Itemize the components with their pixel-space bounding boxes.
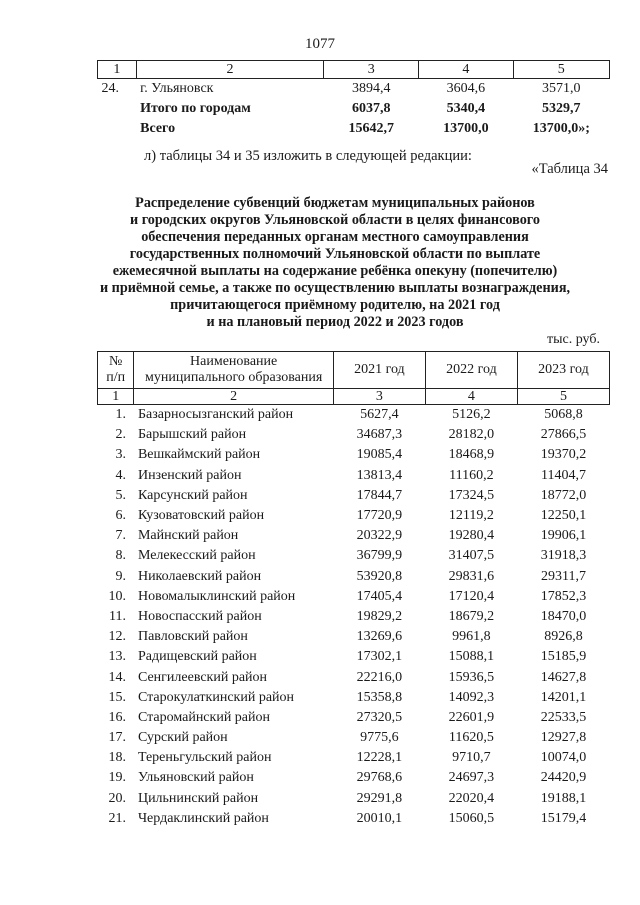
cell-name: Старомайнский район [137,709,271,725]
cell-v2021: 13269,6 [356,629,403,645]
cell-name: Вешкаймский район [137,447,261,463]
cell-v2021: 17405,4 [356,588,403,604]
cell-v2023: 31918,3 [540,548,587,564]
cell-v2021: 19085,4 [356,447,403,463]
cell-v2023: 12927,8 [540,730,587,746]
cell-name: Старокулаткинский район [137,689,295,705]
cell-v2021: 29768,6 [356,770,403,786]
cell-v2021: 5627,4 [360,407,399,423]
cell-v2021: 29291,8 [356,790,403,806]
cell-v2022: 11160,2 [449,467,494,483]
cell-num: 21. [108,810,126,826]
column-index: 3 [324,61,419,79]
cell-v2022: 29831,6 [448,568,495,584]
cell-num: 17. [108,730,126,746]
column-index: 4 [425,389,517,405]
cell-num: 7. [115,528,126,544]
cell-v2022: 17324,5 [448,487,495,503]
cell-v2023: 5068,8 [544,407,583,423]
continued-table [97,60,610,139]
cell-v2021: 53920,8 [356,568,403,584]
cell-v2022: 28182,0 [448,427,495,443]
table-row [98,789,610,809]
cell-v2021: 36799,9 [356,548,403,564]
header-name-line2: муниципального образования [145,370,323,385]
cell-v2022: 22020,4 [448,790,495,806]
cell-v2022: 22601,9 [448,709,495,725]
cell-v2023: 14201,1 [540,689,587,705]
header-num-line1: № [109,354,123,369]
cell-v2021: 22216,0 [356,669,403,685]
cell-name: Сурский район [137,730,228,746]
table-row [98,627,610,647]
cell-v3: 3571,0 [542,81,581,96]
cell-v2023: 8926,8 [544,629,583,645]
cell-v2021: 12228,1 [356,750,403,766]
cell-num: 16. [108,709,126,725]
amendment-note: л) таблицы 34 и 35 изложить в следующей редакции: [144,148,472,164]
cell-name: Цильнинский район [137,790,259,806]
cell-num: 10. [108,588,126,604]
cell-num: 15. [108,689,126,705]
cell-name: Николаевский район [137,568,262,584]
cell-v2022: 17120,4 [448,588,495,604]
caption-line: ежемесячной выплаты на содержание ребёнка опекуну (попечителю) [112,263,558,279]
cell-v2023: 19906,1 [540,528,587,544]
cell-name: Радищевский район [137,649,257,665]
cell-num [98,99,137,119]
table-row [98,768,610,788]
cell-num: 14. [108,669,126,685]
cell-v2022: 9961,8 [452,629,491,645]
table-label: «Таблица 34 [531,161,608,177]
table-row [98,486,610,506]
table-row [98,587,610,607]
cell-v2023: 27866,5 [540,427,587,443]
caption-line: государственных полномочий Ульяновской области по выплате [129,246,541,262]
cell-name: Майнский район [137,528,239,544]
cell-v2021: 17302,1 [356,649,403,665]
cell-v2021: 9775,6 [360,730,399,746]
cell-v2022: 9710,7 [452,750,491,766]
cell-num: 18. [108,750,126,766]
cell-v2023: 14627,8 [540,669,587,685]
cell-v2022: 15060,5 [448,810,495,826]
column-index: 1 [98,61,137,79]
table-row [98,526,610,546]
cell-name: Инзенский район [137,467,242,483]
caption-line: причитающегося приёмному родителю, на 2021 год [170,297,500,313]
header-name-line1: Наименование [190,354,278,369]
cell-v2022: 24697,3 [448,770,495,786]
table-row [98,567,610,587]
cell-v3: 13700,0»; [532,121,590,136]
cell-num: 6. [115,508,126,524]
cell-v2: 5340,4 [446,101,486,116]
caption-line: обеспечения переданных органам местного самоуправления [141,229,529,245]
cell-num: 4. [115,467,126,483]
table-row [98,647,610,667]
cell-v2022: 18679,2 [448,608,495,624]
cell-v2: 3604,6 [446,81,486,96]
cell-v1: 6037,8 [351,101,391,116]
cell-name: Барышский район [137,427,247,443]
cell-v2021: 20010,1 [356,810,403,826]
table-row [98,79,610,100]
cell-v2023: 17852,3 [540,588,587,604]
cell-num: 20. [108,790,126,806]
column-index: 4 [419,61,514,79]
table-row [98,546,610,566]
cell-num: 11. [108,608,126,624]
cell-v2022: 5126,2 [452,407,491,423]
caption-line: Распределение субвенций бюджетам муниципальных районов [135,195,535,211]
cell-v2022: 31407,5 [448,548,495,564]
table-row [98,667,610,687]
cell-num: 3. [115,447,126,463]
cell-v2021: 17720,9 [356,508,403,524]
cell-v2023: 19370,2 [540,447,587,463]
cell-num: 13. [108,649,126,665]
cell-name: Сенгилеевский район [137,669,268,685]
cell-num: 8. [115,548,126,564]
cell-v2022: 12119,2 [448,508,494,524]
column-index: 1 [98,389,134,405]
cell-v2022: 15936,5 [448,669,495,685]
cell-v2021: 27320,5 [356,709,403,725]
header-name [134,352,333,389]
table-row [98,119,610,139]
units-label: тыс. руб. [547,332,600,347]
cell-v2023: 19188,1 [540,790,587,806]
cell-num: 24. [101,81,119,96]
table-caption [70,195,600,331]
cell-name: Чердаклинский район [137,810,269,826]
header-2021: 2021 год [333,352,425,389]
cell-name: Всего [140,121,176,136]
table-row [98,728,610,748]
subvention-table [97,351,610,829]
cell-name: г. Ульяновск [140,81,214,96]
cell-name: Кузоватовский район [137,508,265,524]
page-number: 1077 [305,36,335,52]
table-row [98,708,610,728]
table-row [98,748,610,768]
table-row [98,445,610,465]
cell-name: Карсунский район [137,487,248,503]
cell-name: Новомалыклинский район [137,588,296,604]
cell-v2023: 22533,5 [540,709,587,725]
caption-line: и городских округов Ульяновской области в целях финансового [130,212,540,228]
column-index: 2 [134,389,333,405]
column-index: 2 [136,61,324,79]
cell-name: Ульяновский район [137,770,254,786]
cell-v2023: 11404,7 [540,467,586,483]
cell-num: 12. [108,629,126,645]
column-index: 3 [333,389,425,405]
cell-v2023: 12250,1 [540,508,587,524]
header-num-line2: п/п [106,370,126,385]
cell-v2023: 15179,4 [540,810,587,826]
header-num [98,352,134,389]
table-row [98,809,610,829]
cell-v2023: 18772,0 [540,487,587,503]
cell-v2022: 15088,1 [448,649,495,665]
cell-num [98,119,137,139]
cell-v2021: 13813,4 [356,467,403,483]
cell-v2021: 19829,2 [356,608,403,624]
cell-v2022: 14092,3 [448,689,495,705]
header-2022: 2022 год [425,352,517,389]
table-row [98,688,610,708]
cell-num: 19. [108,770,126,786]
cell-num: 2. [115,427,126,443]
cell-num: 5. [115,487,126,503]
cell-v2021: 17844,7 [356,487,403,503]
table-row [98,506,610,526]
cell-v1: 15642,7 [348,121,394,136]
column-index: 5 [513,61,609,79]
cell-name: Тереньгульский район [137,750,272,766]
cell-v2023: 29311,7 [540,568,586,584]
table-row [98,99,610,119]
caption-line: и приёмной семье, а также по осуществлению выплаты вознаграждения, [99,280,571,296]
column-index-row [98,389,610,405]
cell-v2021: 34687,3 [356,427,403,443]
cell-v2022: 11620,5 [448,730,494,746]
caption-line: и на плановый период 2022 и 2023 годов [206,314,464,330]
cell-num: 9. [115,568,126,584]
cell-name: Итого по городам [140,101,251,116]
table-row [98,607,610,627]
cell-v3: 5329,7 [542,101,581,116]
column-index-row [98,61,610,79]
cell-name: Мелекесский район [137,548,256,564]
cell-name: Новоспасский район [137,608,262,624]
cell-v2023: 15185,9 [540,649,587,665]
column-index: 5 [517,389,609,405]
cell-v2022: 18468,9 [448,447,495,463]
cell-v1: 3894,4 [351,81,391,96]
cell-name: Базарносызганский район [137,407,294,423]
cell-v2: 13700,0 [443,121,489,136]
table-row [98,405,610,426]
cell-v2023: 18470,0 [540,608,587,624]
cell-num: 1. [115,407,126,423]
table-row [98,466,610,486]
cell-v2021: 20322,9 [356,528,403,544]
header-row [98,352,610,389]
header-2023: 2023 год [517,352,609,389]
cell-v2022: 19280,4 [448,528,495,544]
cell-v2021: 15358,8 [356,689,403,705]
cell-v2023: 24420,9 [540,770,587,786]
cell-name: Павловский район [137,629,248,645]
table-row [98,425,610,445]
cell-v2023: 10074,0 [540,750,587,766]
